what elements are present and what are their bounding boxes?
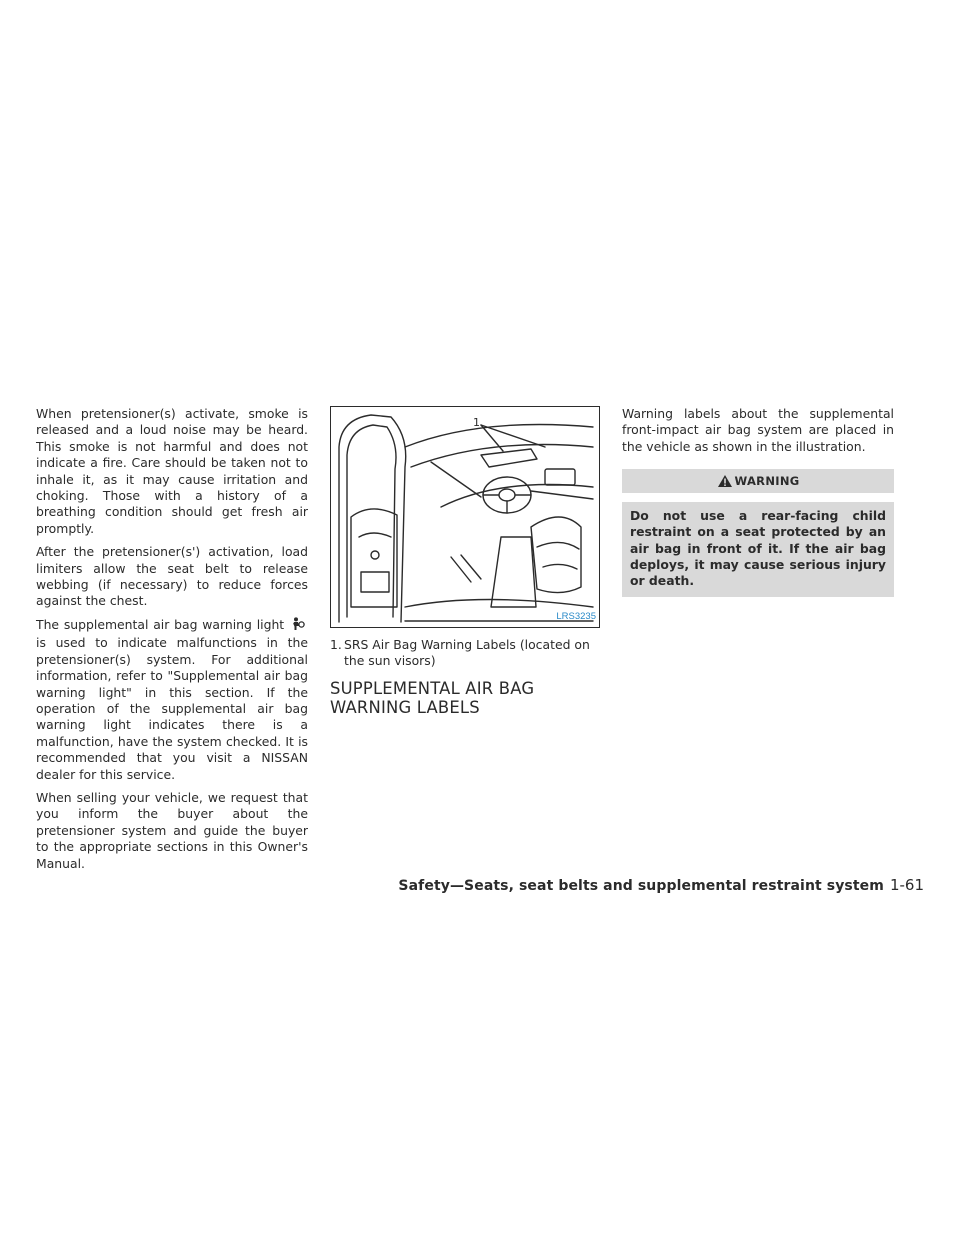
warning-light-text-start: The supplemental air bag warning light [36,616,285,632]
page-number: 1-61 [889,876,924,894]
airbag-label-illustration [330,406,600,628]
caption-number: 1. [330,637,342,652]
warning-box [622,469,894,597]
figure-code: LRS3235 [556,610,596,622]
caption-text: SRS Air Bag Warning Labels (located on the sun visors) [344,637,590,668]
paragraph-pretensioner-smoke: When pretensioner(s) activate, smoke is released and a loud noise may be heard. This smoke is not harmful and does not indicate a fire. Care should be taken not to inhale it, as it may cause irritation and choking. Those with a history of a breathing condition should get fresh air promptly. [36,406,308,536]
paragraph-warning-labels: Warning labels about the supplemental front-impact air bag system are placed in the vehicle as shown in the illustration. [622,406,894,454]
footer-section-title: Safety—Seats, seat belts and supplemental restraint system [398,878,884,894]
column-right [622,406,894,597]
figure-caption [330,637,602,669]
paragraph-warning-light [36,617,308,783]
car-interior-drawing [331,407,599,627]
warning-title: WARNING [734,474,800,489]
airbag-warning-light-icon [291,617,305,635]
warning-text: Do not use a rear-facing child restraint on a seat protected by an air bag in front of it. If the air bag deploys, it may cause serious injury or death. [622,502,894,597]
column-middle [330,406,602,717]
section-heading: SUPPLEMENTAL AIR BAG WARNING LABELS [330,679,535,717]
figure-callout-number: 1 [473,416,480,429]
column-left [36,406,308,879]
paragraph-selling-vehicle: When selling your vehicle, we request that you inform the buyer about the pretensioner system and guide the buyer to the appropriate sections in this Owner's Manual. [36,789,308,871]
warning-light-text-end: is used to indicate malfunctions in the pretensioner(s) system. For additional information, refer to "Supplemental air bag warning light" in this section. If the operation of the supplemental air bag warning light indicates there is a malfunction, have the system checked. It is recommended that you visit a NISSAN dealer for this service. [36,635,308,782]
paragraph-load-limiters: After the pretensioner(s') activation, load limiters allow the seat belt to release webbing (if necessary) to reduce forces against the chest. [36,544,308,609]
warning-triangle-icon [717,474,733,488]
page-footer [398,876,924,894]
warning-header [622,469,894,493]
